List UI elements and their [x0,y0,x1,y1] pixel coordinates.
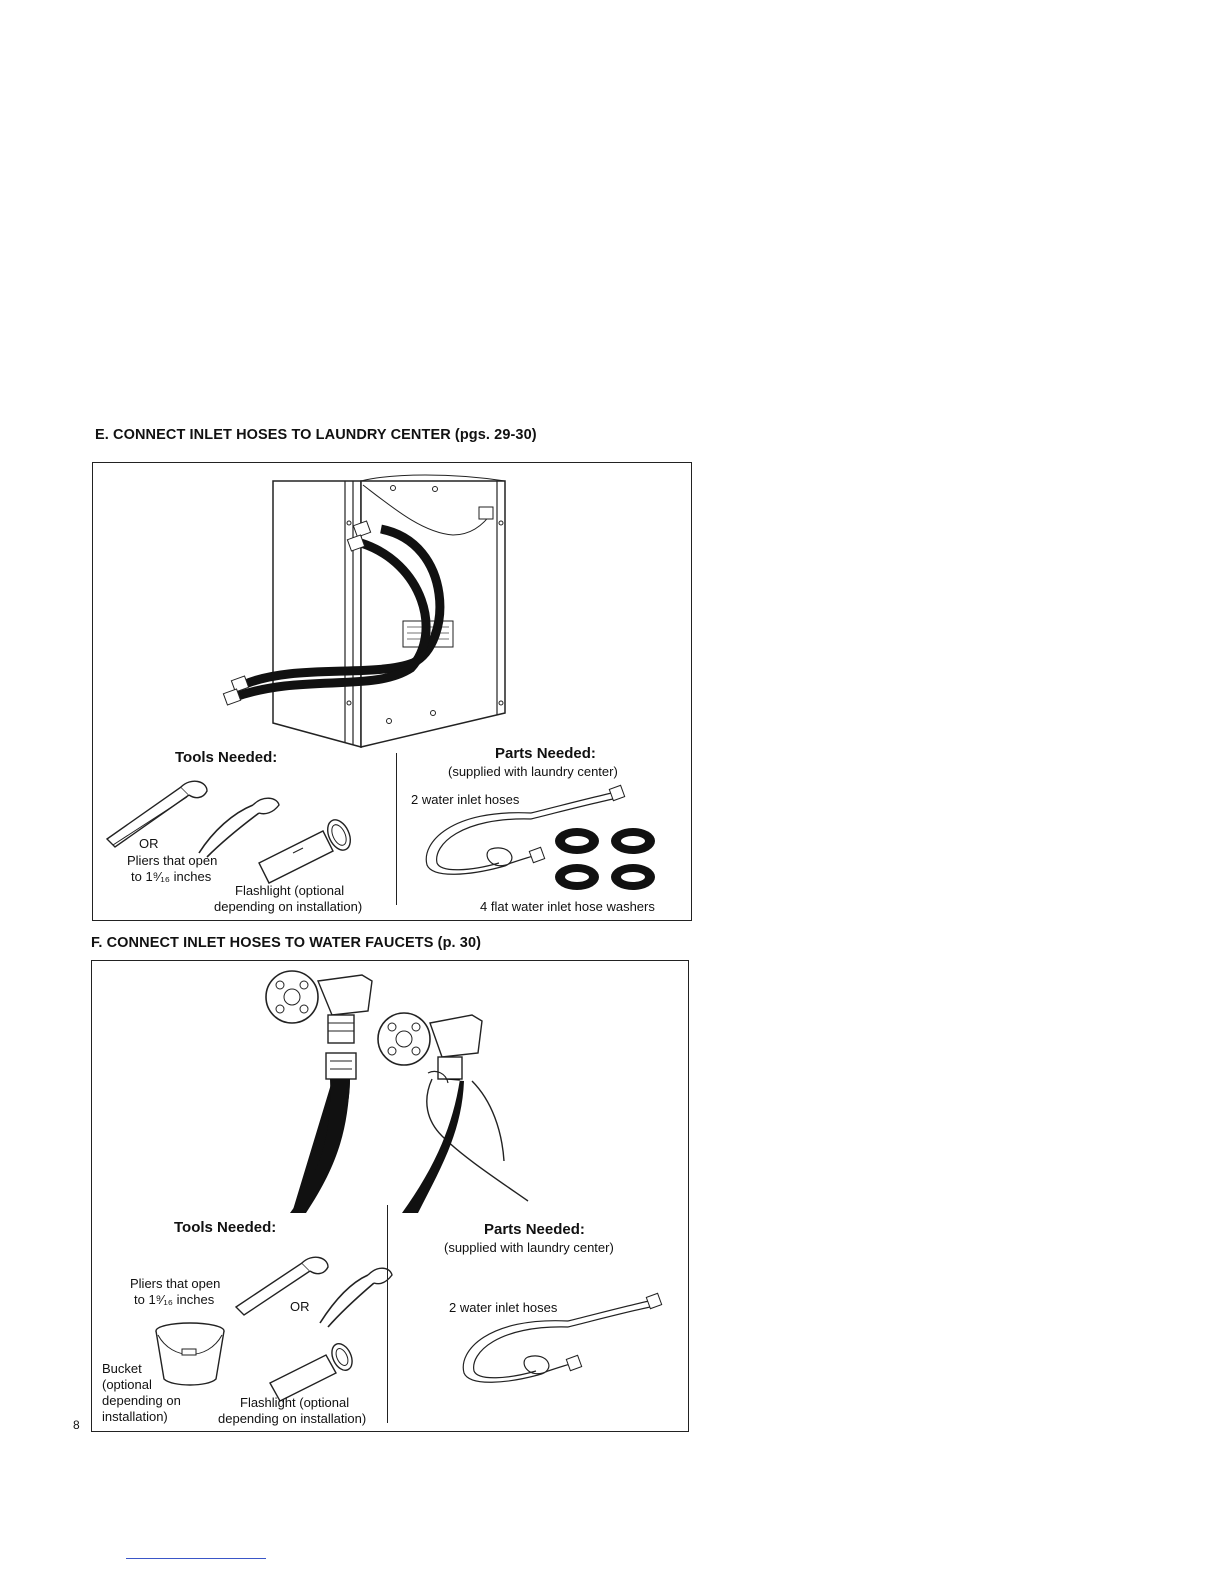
section-e-or-label: OR [139,836,159,851]
section-f-parts-subtitle: (supplied with laundry center) [444,1240,614,1255]
section-e-parts-title: Parts Needed: [495,745,596,762]
footer-rule [126,1558,266,1559]
hose-washers-icon [551,825,691,895]
section-e-hoses-label: 2 water inlet hoses [411,792,520,807]
section-f-or-label: OR [290,1299,310,1314]
section-f-parts-title: Parts Needed: [484,1221,585,1238]
faucets-illustration [92,961,692,1221]
section-f-bucket-label-4: installation) [102,1409,168,1424]
page-number: 8 [73,1418,80,1432]
section-f-bucket-label-3: depending on [102,1393,181,1408]
flashlight-icon [264,1339,364,1399]
section-e-washers-label: 4 flat water inlet hose washers [480,899,655,914]
flashlight-icon [253,813,363,883]
section-f-pliers-label-2: to 1⁹⁄₁₆ inches [134,1292,215,1307]
section-f-panel [91,960,689,1432]
section-f-heading: F. CONNECT INLET HOSES TO WATER FAUCETS (p. 30) [91,935,482,951]
section-f-bucket-label-1: Bucket [102,1361,142,1376]
section-e-pliers-label-2: to 1⁹⁄₁₆ inches [131,869,212,884]
section-f-hoses-label: 2 water inlet hoses [449,1300,558,1315]
section-e-tools-title: Tools Needed: [175,749,278,766]
section-f-divider [387,1205,388,1423]
section-f-flashlight-label-2: depending on installation) [218,1411,367,1426]
section-e-flashlight-label-1: Flashlight (optional [235,883,345,898]
slip-joint-pliers-icon [314,1261,394,1331]
section-f-tools-title: Tools Needed: [174,1219,277,1236]
inlet-hoses-icon [448,1291,668,1401]
section-e-panel [92,462,692,921]
section-e-pliers-label-1: Pliers that open [127,853,218,868]
section-e-divider [396,753,397,905]
section-e-heading: E. CONNECT INLET HOSES TO LAUNDRY CENTER (pgs. 29-30) [95,427,537,443]
section-f-pliers-label-1: Pliers that open [130,1276,221,1291]
section-f-bucket-label-2: (optional [102,1377,152,1392]
section-e-parts-subtitle: (supplied with laundry center) [448,764,618,779]
section-e-flashlight-label-2: depending on installation) [214,899,363,914]
laundry-center-illustration [93,463,693,763]
bucket-icon [152,1321,232,1391]
section-f-flashlight-label-1: Flashlight (optional [240,1395,350,1410]
